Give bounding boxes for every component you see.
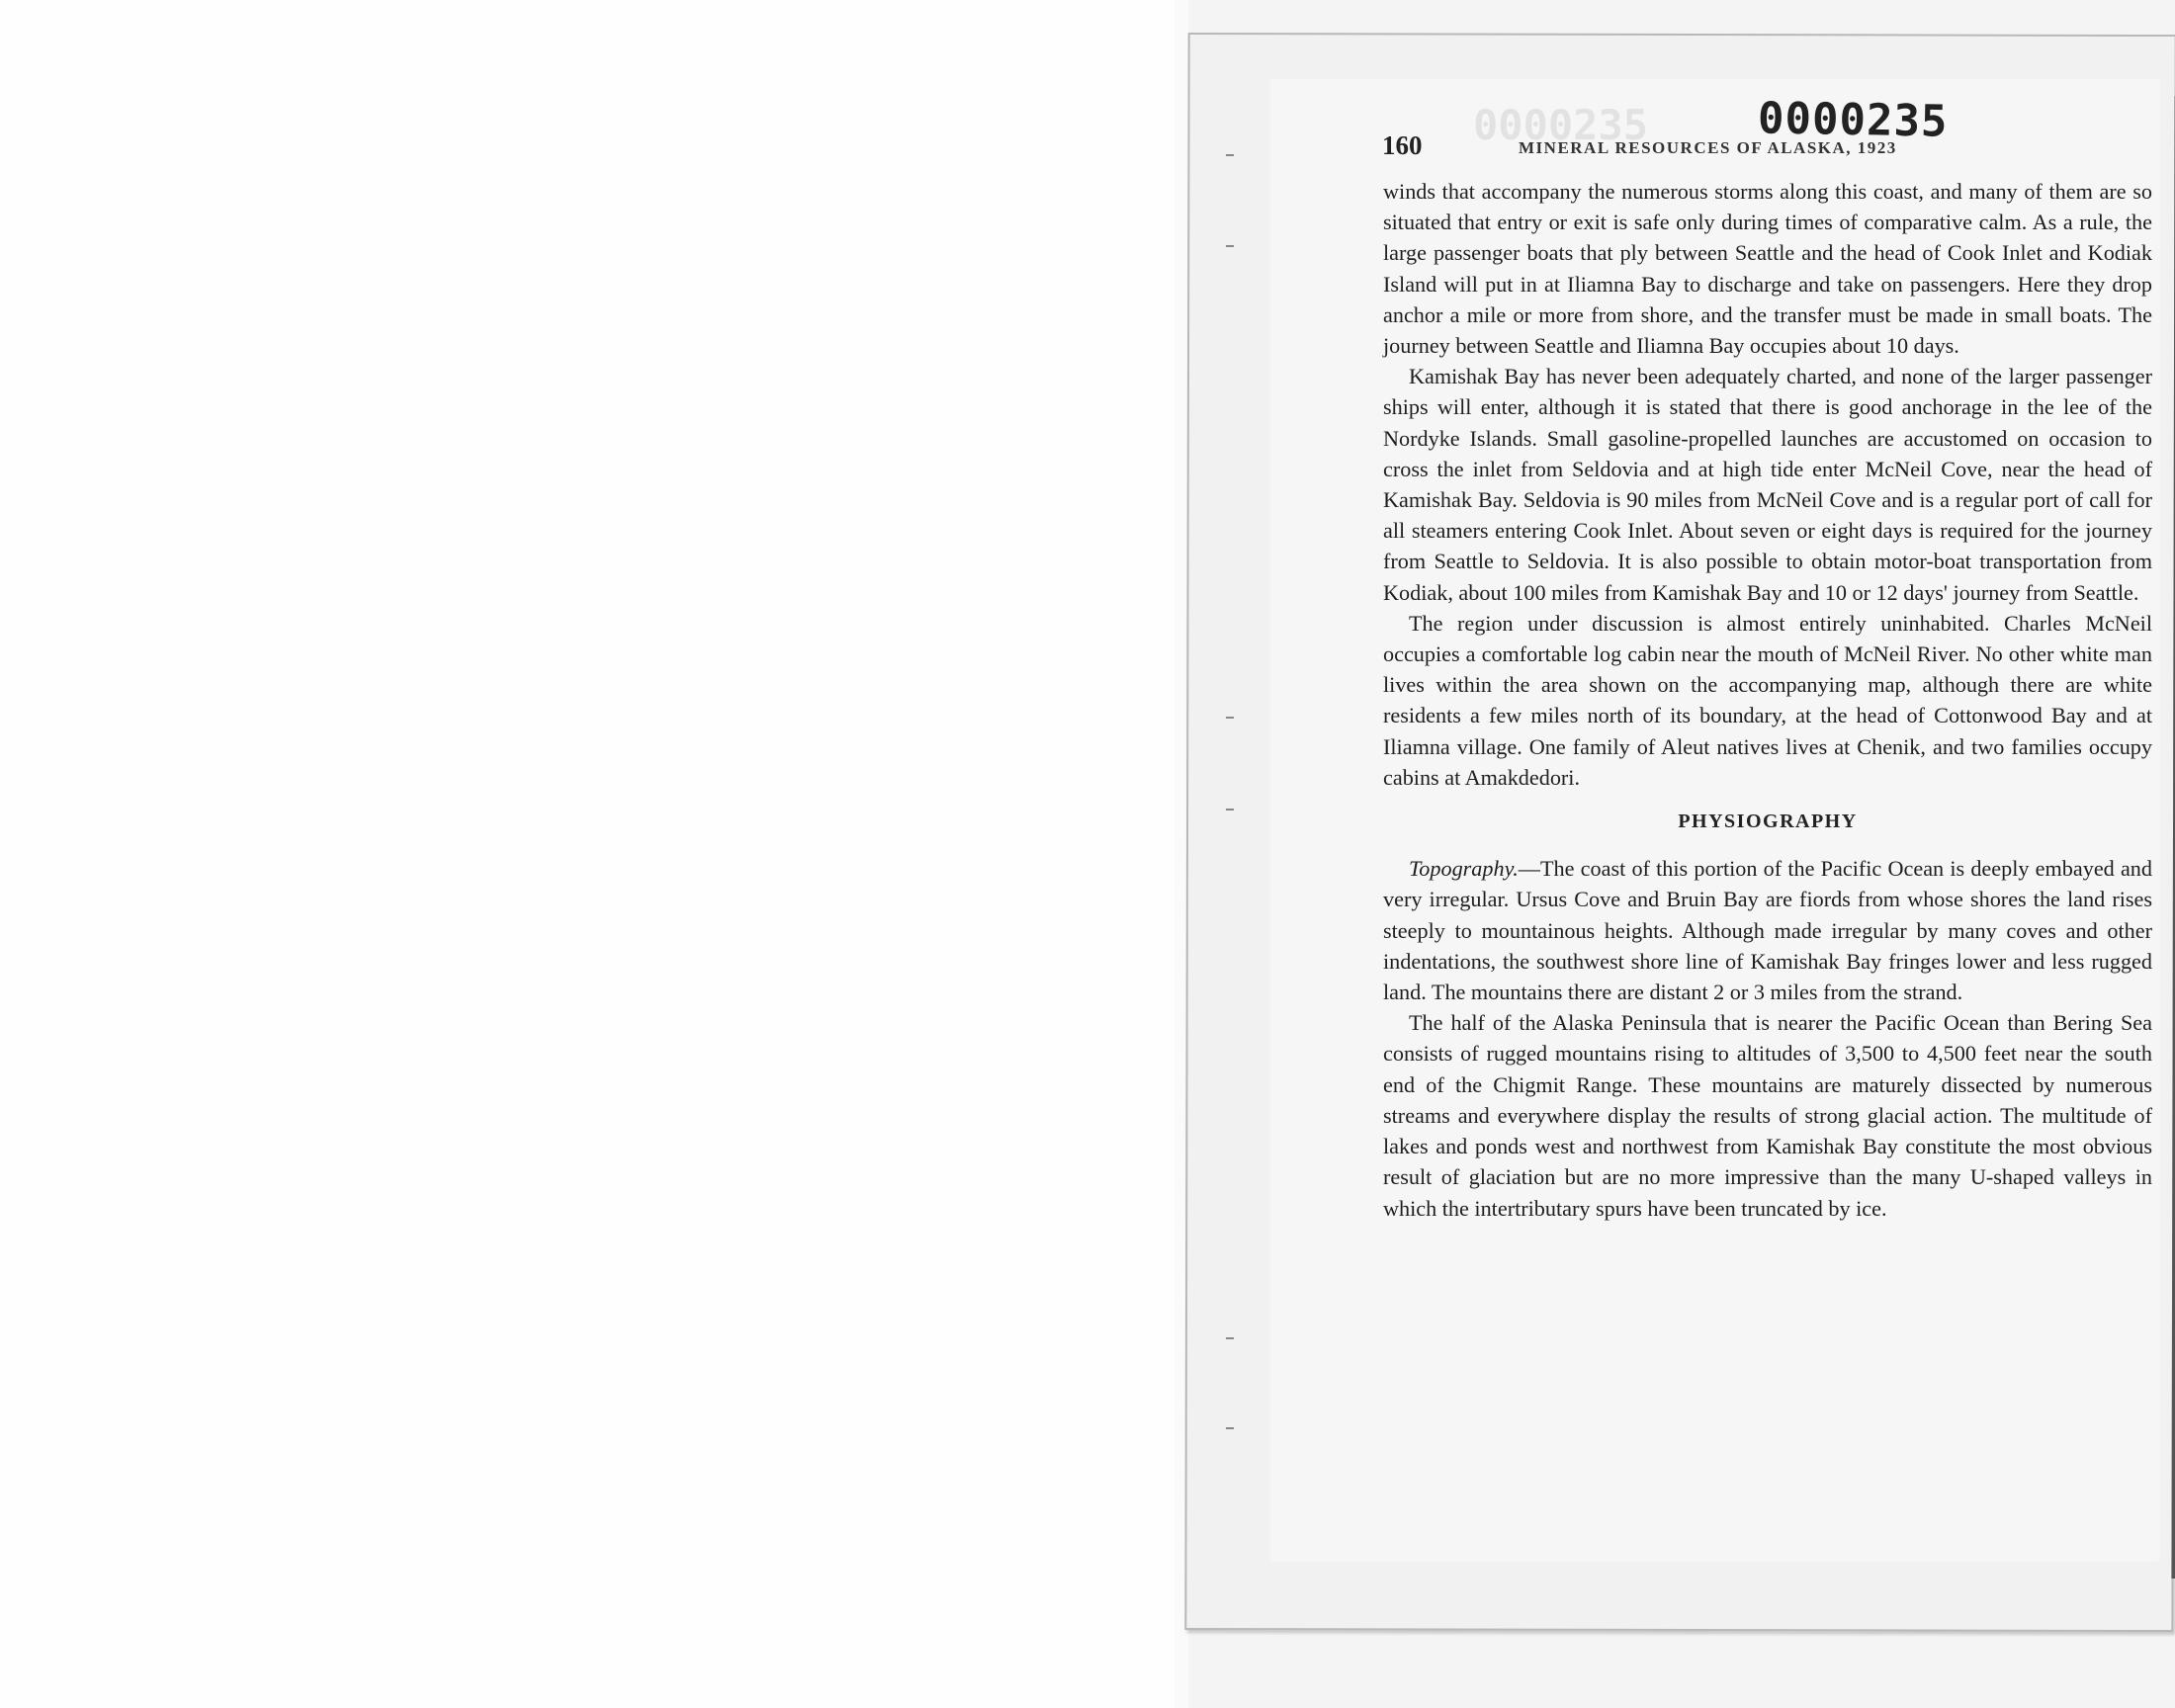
paragraph: winds that accompany the numerous storms along this coast, and many of them are so situated that entry or exit is safe only during times of comparative calm. As a rule, the large passenger boats that ply between Seattle and the head of Cook Inlet and Kodiak Island will put in at Iliamna Bay to discharge and take on passengers. Here they drop anchor a mile or more from shore, and the transfer must be made in small boats. The journey between Seattle and Iliamna Bay occupies about 10 days.	[1383, 179, 2152, 359]
page-header	[1382, 130, 2153, 166]
margin-mark	[1226, 154, 1234, 156]
paragraph: The region under discussion is almost entirely uninhabited. Charles McNeil occupies a comfortable log cabin near the mouth of McNeil River. No other white man lives within the area shown on the accompanying map, although there are white residents a few miles north of its boundary, at the head of Cottonwood Bay and at Iliamna village. One family of Aleut natives lives at Chenik, and two families occupy cabins at Amakdedori.	[1383, 610, 2152, 790]
paragraph: Kamishak Bay has never been adequately charted, and none of the larger passenger ships will enter, although it is stated that there is good anchorage in the lee of the Nordyke Islands. Small gasoline-propelled launches are accustomed on occasion to cross the inlet from Seldovia and at high tide enter McNeil Cove, near the head of Kamishak Bay. Seldovia is 90 miles from McNeil Cove and is a regular port of call for all steamers entering Cook Inlet. About seven or eight days is required for the journey from Seattle to Seldovia. It is also possible to obtain motor-boat transportation from Kodiak, about 100 miles from Kamishak Bay and 10 or 12 days' journey from Seattle.	[1383, 364, 2152, 605]
body-text	[1383, 176, 2152, 1224]
document-stamp-number: 0000235	[1757, 93, 1949, 147]
page-edge-shadow	[2171, 96, 2175, 1579]
margin-mark	[1226, 717, 1234, 719]
paragraph: The half of the Alaska Peninsula that is nearer the Pacific Ocean than Bering Sea consists of rugged mountains rising to altitudes of 3,500 to 4,500 feet near the south end of the Chigmit Range. These mountains are maturely dissected by numerous streams and everywhere display the results of strong glacial action. The multitude of lakes and ponds west and northwest from Kamishak Bay constitute the most obvious result of glaciation but are no more impressive than the many U-shaped valleys in which the intertributary spurs have been truncated by ice.	[1383, 1010, 2152, 1221]
margin-mark	[1226, 1337, 1234, 1339]
run-in-heading: Topography.	[1409, 856, 1519, 882]
paragraph-topography	[1383, 853, 2152, 1007]
stamp-bleed-through: 0000235	[1473, 101, 1649, 149]
margin-mark	[1226, 245, 1234, 247]
margin-mark	[1226, 1427, 1234, 1429]
margin-mark	[1226, 809, 1234, 811]
section-heading: PHYSIOGRAPHY	[1678, 811, 1858, 833]
running-head: MINERAL RESOURCES OF ALASKA, 1923	[1519, 138, 1897, 157]
paragraph-text: —The coast of this portion of the Pacific Ocean is deeply embayed and very irregular. Ursus Cove and Bruin Bay are fiords from whose shores the land rises steeply to mountainous heights. Although made irregular by many coves and other indentations, the southwest shore line of Kamishak Bay fringes lower and less rugged land. The mountains there are distant 2 or 3 miles from the strand.	[1383, 856, 2152, 1005]
page-number: 160	[1382, 130, 1423, 160]
